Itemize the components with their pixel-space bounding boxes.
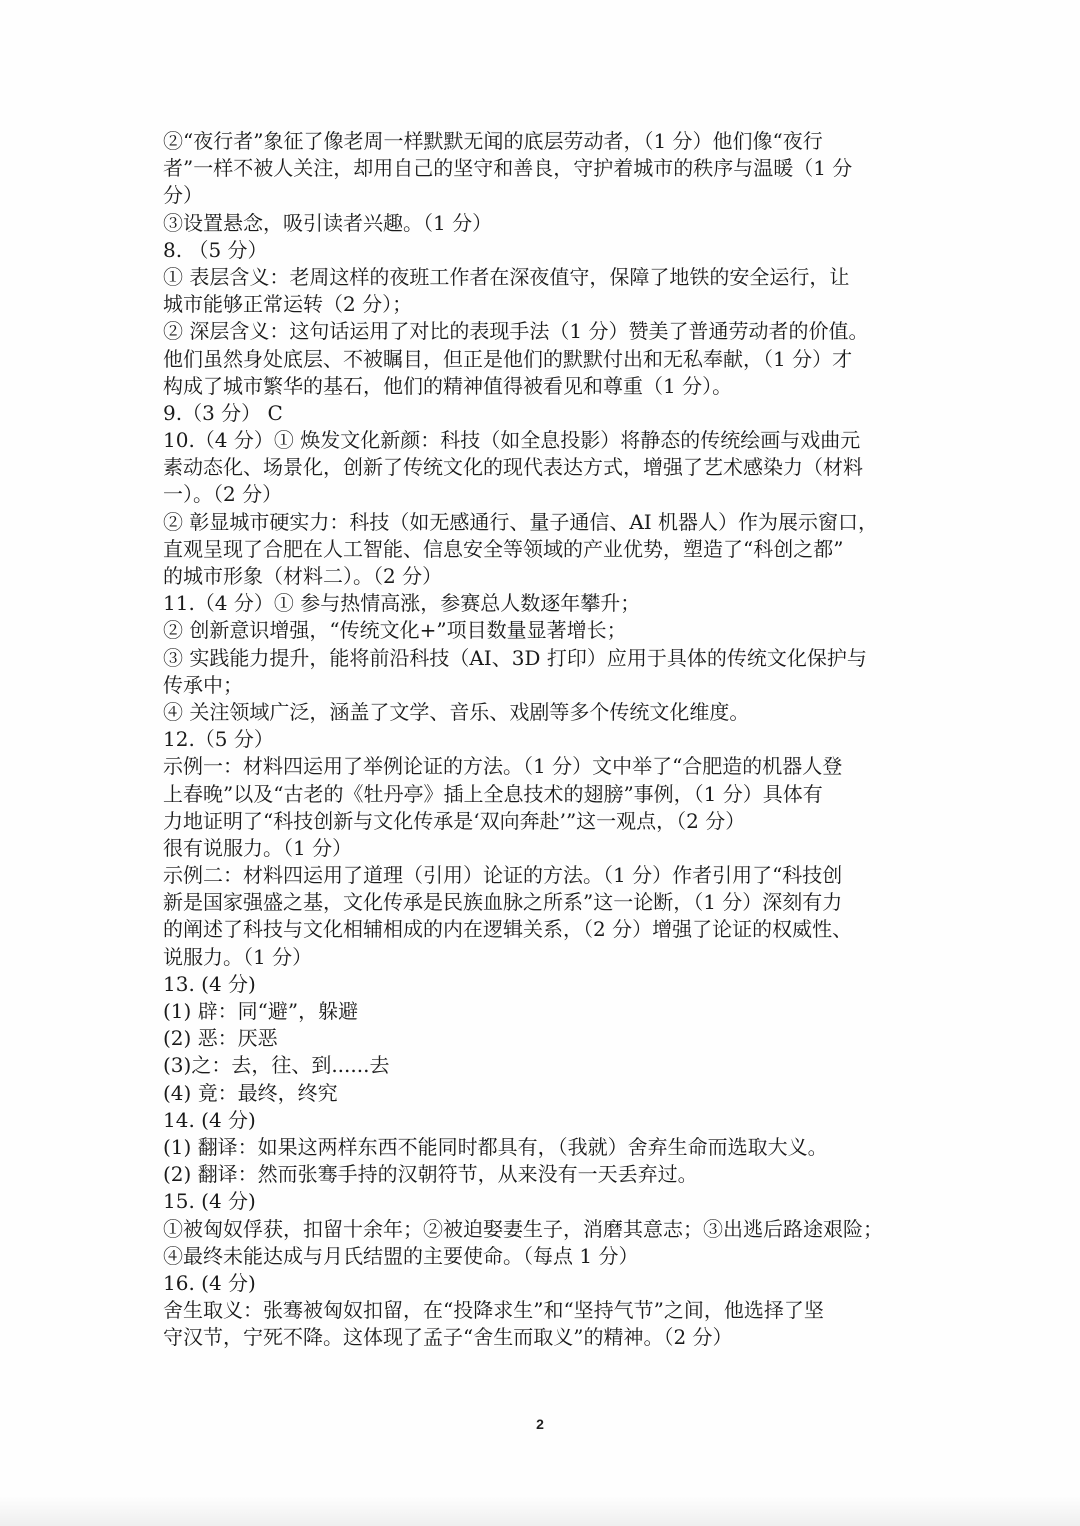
text-line: 守汉节，宁死不降。这体现了孟子“舍生而取义”的精神。（2 分） <box>163 1325 733 1350</box>
text-line: 很有说服力。（1 分） <box>163 835 353 860</box>
text-line: ② 深层含义：这句话运用了对比的表现手法（1 分）赞美了普通劳动者的价值。 <box>163 319 869 344</box>
text-line: 舍生取义：张骞被匈奴扣留，在“投降求生”和“坚持气节”之间，他选择了坚 <box>163 1298 824 1323</box>
text-line: 的阐述了科技与文化相辅相成的内在逻辑关系，（2 分）增强了论证的权威性、 <box>163 917 853 942</box>
text-line: 直观呈现了合肥在人工智能、信息安全等领域的产业优势，塑造了“科创之都” <box>163 536 844 561</box>
text-line: (3)之：去，往、到......去 <box>163 1053 390 1078</box>
text-line: ②“夜行者”象征了像老周一样默默无闻的底层劳动者，（1 分）他们像“夜行 <box>163 129 823 153</box>
text-line: (1) 翻译：如果这两样东西不能同时都具有，（我就）舍弃生命而选取大义。 <box>163 1134 828 1159</box>
text-line: 上春晚”以及“古老的《牡丹亭》插上全息技术的翅膀”事例，（1 分）具体有 <box>163 781 823 806</box>
text-line: (4) 竟：最终，终究 <box>163 1080 338 1105</box>
text-line: 示例二：材料四运用了道理（引用）论证的方法。（1 分）作者引用了“科技创 <box>163 863 843 888</box>
page-number: 2 <box>536 1416 544 1432</box>
text-line: ① 表层含义：老周这样的夜班工作者在深夜值守，保障了地铁的安全运行，让 <box>163 264 850 289</box>
text-line: 素动态化、场景化，创新了传统文化的现代表达方式，增强了艺术感染力（材料 <box>163 455 863 480</box>
text-line: 传承中； <box>163 672 243 697</box>
scan-edge-shading <box>0 1496 1080 1526</box>
text-line: ④最终未能达成与月氏结盟的主要使命。（每点 1 分） <box>163 1243 639 1268</box>
text-line: (2) 翻译：然而张骞手持的汉朝符节，从来没有一天丢弃过。 <box>163 1162 698 1187</box>
text-line: 者”一样不被人关注，却用自己的坚守和善良，守护着城市的秩序与温暖（1 分 <box>163 156 853 181</box>
text-line: 说服力。（1 分） <box>163 944 313 969</box>
text-line: (2) 恶：厌恶 <box>163 1026 278 1051</box>
text-line: 城市能够正常运转（2 分）； <box>163 292 413 317</box>
text-line: ①被匈奴俘获，扣留十余年；②被迫娶妻生子，消磨其意志；③出逃后路途艰险； <box>163 1216 883 1241</box>
question-heading: 13. (4 分) <box>163 971 256 996</box>
text-line: 一）。（2 分） <box>163 482 283 507</box>
text-line: ② 彰显城市硬实力：科技（如无感通行、量子通信、AI 机器人）作为展示窗口， <box>163 509 879 534</box>
text-line: ③设置悬念，吸引读者兴趣。（1 分） <box>163 210 493 235</box>
question-heading: 16. (4 分) <box>163 1270 256 1295</box>
answer-text <box>163 128 923 1351</box>
text-line: 新是国家强盛之基，文化传承是民族血脉之所系”这一论断，（1 分）深刻有力 <box>163 890 843 915</box>
text-line: 分） <box>163 183 203 208</box>
text-line: 他们虽然身处底层、不被瞩目，但正是他们的默默付出和无私奉献，（1 分）才 <box>163 346 853 371</box>
text-line: ② 创新意识增强，“传统文化+”项目数量显著增长； <box>163 618 627 643</box>
question-heading: 10.（4 分）① 焕发文化新颜：科技（如全息投影）将静态的传统绘画与戏曲元 <box>163 428 861 453</box>
text-line: (1) 辟：同“避”，躲避 <box>163 999 359 1023</box>
question-heading: 11.（4 分）① 参与热情高涨，参赛总人数逐年攀升； <box>163 591 641 616</box>
question-heading: 14. (4 分) <box>163 1107 256 1132</box>
text-line: ④ 关注领域广泛，涵盖了文学、音乐、戏剧等多个传统文化维度。 <box>163 699 750 724</box>
text-line: 力地证明了“科技创新与文化传承是‘双向奔赴’”这一观点，（2 分） <box>163 808 746 833</box>
question-heading: 15. (4 分) <box>163 1189 256 1214</box>
text-line: 示例一：材料四运用了举例论证的方法。（1 分）文中举了“合肥造的机器人登 <box>163 754 843 779</box>
question-heading: 12.（5 分） <box>163 727 274 752</box>
text-line: 构成了城市繁华的基石，他们的精神值得被看见和尊重（1 分）。 <box>163 373 733 398</box>
text-line: ③ 实践能力提升，能将前沿科技（AI、3D 打印）应用于具体的传统文化保护与 <box>163 645 867 670</box>
question-heading: 8. （5 分） <box>163 237 268 262</box>
text-line: 的城市形象（材料二）。（2 分） <box>163 564 443 588</box>
question-heading: 9.（3 分） C <box>163 400 283 425</box>
